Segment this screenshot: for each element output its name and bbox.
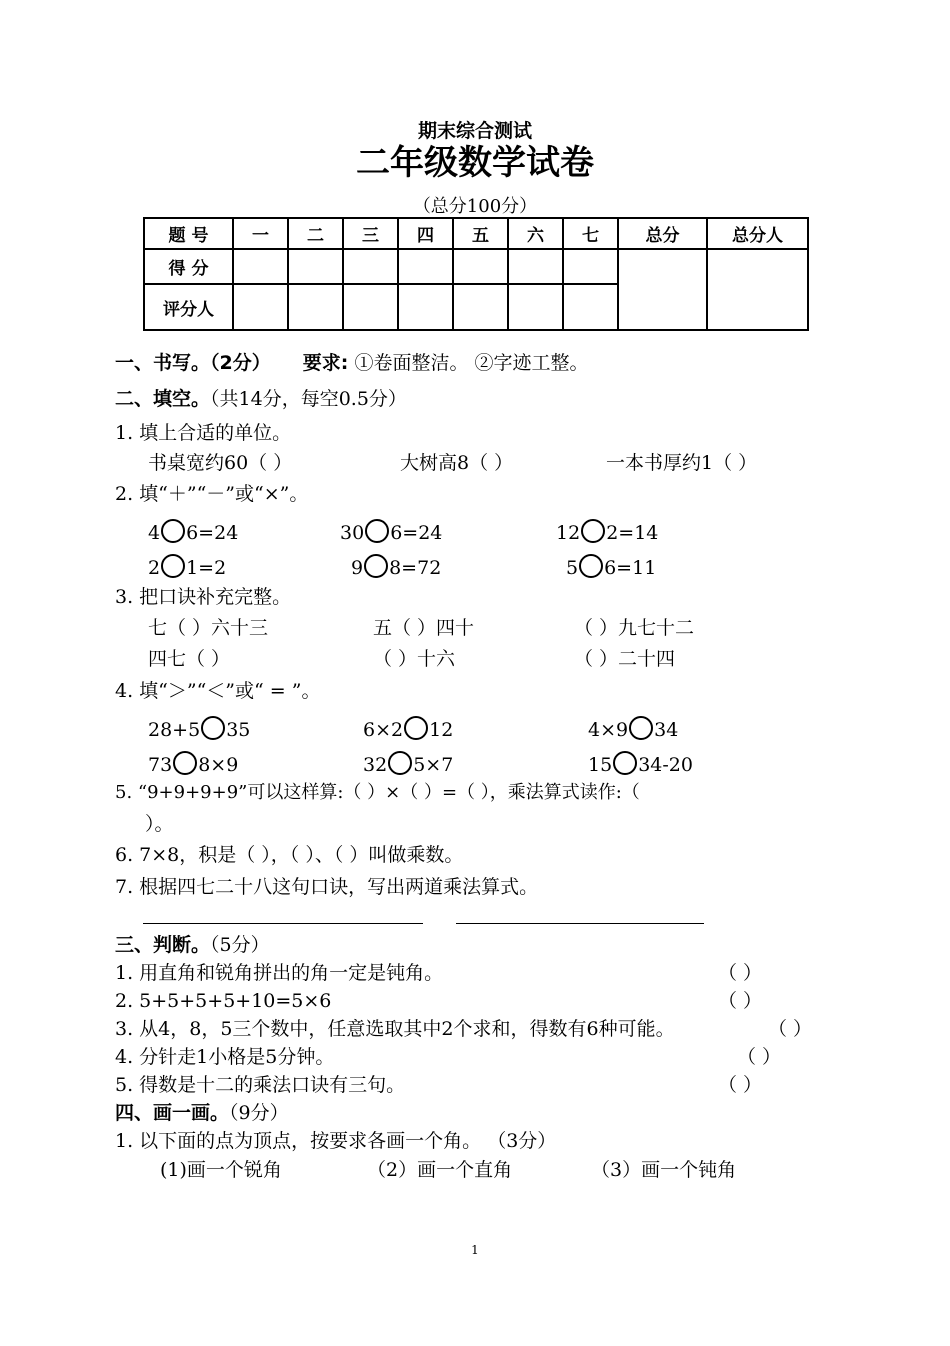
row-label-score: 得 分 bbox=[144, 249, 233, 284]
q1-blank-a[interactable]: 书桌宽约60（ ） bbox=[148, 452, 293, 474]
total-points: （总分100分） bbox=[412, 196, 538, 217]
judge-item-2: 2. 5+5+5+5+10=5×6 bbox=[115, 990, 332, 1012]
judge-blank-1[interactable]: （ ） bbox=[718, 962, 763, 984]
section4 bbox=[115, 1101, 289, 1125]
compare-circle[interactable] bbox=[404, 716, 428, 740]
compare-circle[interactable] bbox=[629, 716, 653, 740]
q2-item: 2 1=2 bbox=[148, 554, 226, 580]
q3-blank-f[interactable]: （ ）二十四 bbox=[574, 648, 676, 670]
section2-heading: 二、填空。 bbox=[115, 388, 211, 410]
section1-requirement-label: 要求: bbox=[302, 352, 349, 374]
q4-text: 4. 填“＞”“＜”或“ = ”。 bbox=[115, 680, 321, 702]
score-table bbox=[143, 217, 809, 331]
q2-item: 5 6=11 bbox=[566, 554, 656, 580]
score-cell[interactable] bbox=[453, 249, 508, 284]
col-6: 六 bbox=[508, 218, 563, 249]
q4-item: 28+5 35 bbox=[148, 716, 250, 742]
judge-item-1: 1. 用直角和锐角拼出的角一定是钝角。 bbox=[115, 962, 444, 984]
row-label-number: 题 号 bbox=[144, 218, 233, 249]
q3-blank-c[interactable]: （ ）九七十二 bbox=[574, 617, 695, 639]
operator-circle[interactable] bbox=[364, 554, 388, 578]
operator-circle[interactable] bbox=[161, 554, 185, 578]
section4-points: （9分） bbox=[229, 1102, 289, 1124]
score-cell[interactable] bbox=[563, 249, 618, 284]
q4-item: 4×9 34 bbox=[588, 716, 678, 742]
q4-item: 32 5×7 bbox=[363, 751, 453, 777]
q3-blank-e[interactable]: （ ）十六 bbox=[373, 648, 456, 670]
section2-points: （共14分，每空0.5分） bbox=[210, 388, 407, 410]
q4-item: 6×2 12 bbox=[363, 716, 453, 742]
operator-circle[interactable] bbox=[161, 519, 185, 543]
draw-task-acute: (1)画一个锐角 bbox=[160, 1159, 282, 1181]
answer-line-1[interactable] bbox=[143, 923, 423, 924]
judge-blank-5[interactable]: （ ） bbox=[718, 1074, 763, 1096]
section1 bbox=[115, 351, 588, 375]
judge-blank-3[interactable]: （ ） bbox=[768, 1018, 813, 1040]
q5-text: 5. “9+9+9+9”可以这样算:（ ）×（ ）=（ ），乘法算式读作:（ bbox=[115, 782, 640, 803]
exam-title: 二年级数学试卷 bbox=[356, 143, 594, 183]
draw-task-obtuse: （3）画一个钝角 bbox=[591, 1159, 737, 1181]
q3-text: 3. 把口诀补充完整。 bbox=[115, 586, 292, 608]
q3-blank-d[interactable]: 四七（ ） bbox=[148, 648, 231, 670]
draw-task-right: （2）画一个直角 bbox=[367, 1159, 513, 1181]
row-label-scorer: 评分人 bbox=[144, 284, 233, 330]
q2-text: 2. 填“＋”“－”或“×”。 bbox=[115, 483, 309, 505]
scorer-cell[interactable] bbox=[563, 284, 618, 330]
scorer-cell[interactable] bbox=[453, 284, 508, 330]
col-1: 一 bbox=[233, 218, 288, 249]
col-7: 七 bbox=[563, 218, 618, 249]
q1-blank-c[interactable]: 一本书厚约1（ ） bbox=[606, 452, 758, 474]
section3-heading: 三、判断。 bbox=[115, 934, 211, 956]
q1-blank-b[interactable]: 大树高8（ ） bbox=[400, 452, 514, 474]
judge-item-3: 3. 从4，8，5三个数中，任意选取其中2个求和，得数有6种可能。 bbox=[115, 1018, 675, 1040]
scorer-cell[interactable] bbox=[398, 284, 453, 330]
scorer-cell[interactable] bbox=[508, 284, 563, 330]
q2-item: 12 2=14 bbox=[556, 519, 658, 545]
q2-item: 30 6=24 bbox=[340, 519, 442, 545]
score-cell[interactable] bbox=[398, 249, 453, 284]
col-total: 总分 bbox=[618, 218, 707, 249]
exam-subtitle: 期末综合测试 bbox=[417, 120, 532, 142]
compare-circle[interactable] bbox=[201, 716, 225, 740]
section4-heading: 四、画一画。 bbox=[115, 1102, 230, 1124]
compare-circle[interactable] bbox=[613, 751, 637, 775]
q3-blank-a[interactable]: 七（ ）六十三 bbox=[148, 617, 269, 639]
compare-circle[interactable] bbox=[388, 751, 412, 775]
operator-circle[interactable] bbox=[581, 519, 605, 543]
scorer-cell[interactable] bbox=[233, 284, 288, 330]
section1-requirement-text: ①卷面整洁。 ②字迹工整。 bbox=[354, 352, 589, 374]
section2 bbox=[115, 387, 407, 411]
q2-item: 9 8=72 bbox=[351, 554, 441, 580]
q1-text: 1. 填上合适的单位。 bbox=[115, 422, 292, 444]
judge-item-5: 5. 得数是十二的乘法口诀有三句。 bbox=[115, 1074, 406, 1096]
score-cell[interactable] bbox=[343, 249, 398, 284]
col-scorer: 总分人 bbox=[707, 218, 808, 249]
total-scorer-cell[interactable] bbox=[707, 249, 808, 330]
col-3: 三 bbox=[343, 218, 398, 249]
q7-text: 7. 根据四七二十八这句口诀，写出两道乘法算式。 bbox=[115, 876, 539, 898]
q4-item: 73 8×9 bbox=[148, 751, 238, 777]
operator-circle[interactable] bbox=[365, 519, 389, 543]
score-cell[interactable] bbox=[508, 249, 563, 284]
col-5: 五 bbox=[453, 218, 508, 249]
draw-question: 1. 以下面的点为顶点，按要求各画一个角。 （3分） bbox=[115, 1130, 557, 1152]
operator-circle[interactable] bbox=[579, 554, 603, 578]
section3 bbox=[115, 933, 270, 957]
judge-blank-4[interactable]: （ ） bbox=[737, 1046, 782, 1068]
col-2: 二 bbox=[288, 218, 343, 249]
scorer-cell[interactable] bbox=[288, 284, 343, 330]
section3-points: （5分） bbox=[210, 934, 270, 956]
q6-text: 6. 7×8，积是（ ），（ ）、（ ）叫做乘数。 bbox=[115, 844, 464, 866]
page-number: 1 bbox=[471, 1243, 479, 1257]
compare-circle[interactable] bbox=[173, 751, 197, 775]
section1-heading: 一、书写。（2分） bbox=[115, 352, 271, 374]
score-cell[interactable] bbox=[288, 249, 343, 284]
judge-item-4: 4. 分针走1小格是5分钟。 bbox=[115, 1046, 335, 1068]
scorer-cell[interactable] bbox=[343, 284, 398, 330]
q3-blank-b[interactable]: 五（ ）四十 bbox=[373, 617, 475, 639]
score-cell[interactable] bbox=[233, 249, 288, 284]
total-score-cell[interactable] bbox=[618, 249, 707, 330]
judge-blank-2[interactable]: （ ） bbox=[718, 990, 763, 1012]
q2-item: 4 6=24 bbox=[148, 519, 238, 545]
col-4: 四 bbox=[398, 218, 453, 249]
q4-item: 15 34-20 bbox=[588, 751, 693, 777]
answer-line-2[interactable] bbox=[456, 923, 704, 924]
q5-text-cont: ）。 bbox=[145, 813, 174, 835]
